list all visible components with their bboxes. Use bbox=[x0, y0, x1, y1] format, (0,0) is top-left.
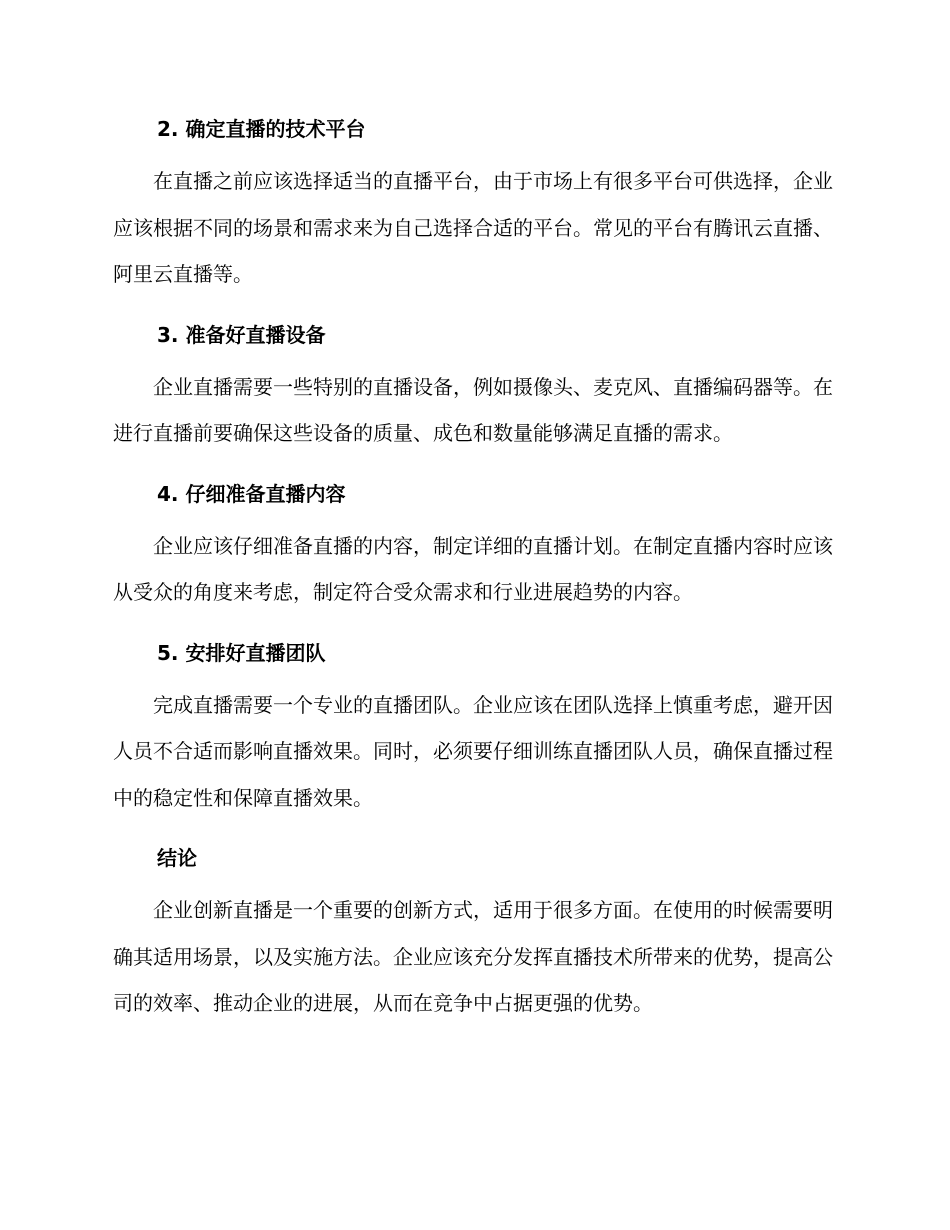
section-body-platform: 在直播之前应该选择适当的直播平台，由于市场上有很多平台可供选择，企业应该根据不同的场景和需求来为自己选择合适的平台。常见的平台有腾讯云直播、阿里云直播等。 bbox=[113, 169, 833, 286]
section-body-content: 企业应该仔细准备直播的内容，制定详细的直播计划。在制定直播内容时应该从受众的角度来考虑，制定符合受众需求和行业进展趋势的内容。 bbox=[113, 533, 833, 604]
section-body-conclusion: 企业创新直播是一个重要的创新方式，适用于很多方面。在使用的时候需要明确其适用场景，以及实施方法。企业应该充分发挥直播技术所带来的优势，提高公司的效率、推动企业的进展，从而在竞争中占据更强的优势。 bbox=[113, 898, 833, 1015]
section-heading-conclusion: 结论 bbox=[157, 846, 197, 870]
section-heading-platform: 2. 确定直播的技术平台 bbox=[157, 117, 366, 141]
section-heading-team: 5. 安排好直播团队 bbox=[157, 640, 326, 665]
document-content bbox=[113, 111, 833, 1027]
section-body-team: 完成直播需要一个专业的直播团队。企业应该在团队选择上慎重考虑，避开因人员不合适而影响直播效果。同时，必须要仔细训练直播团队人员，确保直播过程中的稳定性和保障直播效果。 bbox=[113, 692, 833, 810]
section-heading-content: 4. 仔细准备直播内容 bbox=[157, 481, 346, 506]
section-body-equipment: 企业直播需要一些特别的直播设备，例如摄像头、麦克风、直播编码器等。在进行直播前要确保这些设备的质量、成色和数量能够满足直播的需求。 bbox=[113, 374, 833, 445]
section-heading-equipment: 3. 准备好直播设备 bbox=[157, 322, 326, 347]
